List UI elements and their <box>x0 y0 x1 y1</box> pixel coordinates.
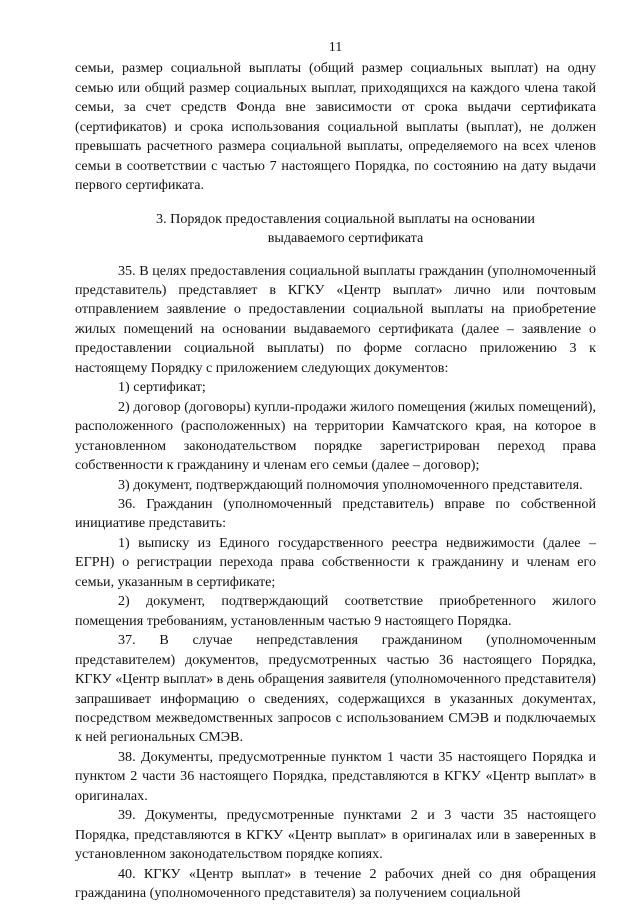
paragraph-40: 40. КГКУ «Центр выплат» в течение 2 рабочих дней со дня обращения гражданина (уполномоченного представителя) за получением социальной <box>75 865 596 902</box>
intro-paragraph: семьи, размер социальной выплаты (общий размер социальных выплат) на одну семью или общий размер социальных выплат, приходящихся на каждого члена такой семьи, за счет средств Фонда вне зависимости от срока выдачи сертификата (сертификатов) и срока использования социальной выплаты (выплат), не должен превышать расчетного размера социальной выплаты, определяемого на всех членов семьи в соответствии с частью 7 настоящего Порядка, по состоянию на дату выдачи первого сертификата. <box>75 60 596 194</box>
paragraph-36: 36. Гражданин (уполномоченный представитель) вправе по собственной инициативе представить: <box>75 495 596 532</box>
paragraph-35: 35. В целях предоставления социальной выплаты гражданин (уполномоченный представитель) представляет в КГКУ «Центр выплат» лично или почтовым отправлением заявление о предоставлении социальной выплаты на приобретение жилых помещений на основании выдаваемого сертификата (далее – заявление о предоставлении социальной выплаты) по форме согласно приложению 3 к настоящему Порядку с приложением следующих документов: <box>75 262 596 376</box>
paragraph-36-item-1: 1) выписку из Единого государственного реестра недвижимости (далее – ЕГРН) о регистрации перехода права собственности к гражданину и членам его семьи, указанным в сертификате; <box>75 534 596 590</box>
paragraph-35-item-1: 1) сертификат; <box>118 379 206 396</box>
paragraph-35-item-3: 3) документ, подтверждающий полномочия уполномоченного представителя. <box>118 476 583 493</box>
paragraph-37: 37. В случае непредставления гражданином (уполномоченным представителем) документов, предусмотренных частью 36 настоящего Порядка, КГКУ «Центр выплат» в день обращения заявителя (уполномоченного представителя) запрашивает информацию о сведениях, содержащихся в указанных документах, посредством межведомственных запросов с использованием СМЭВ и подключаемых к ней региональных СМЭВ. <box>75 632 596 746</box>
paragraph-35-item-2: 2) договор (договоры) купли-продажи жилого помещения (жилых помещений), расположенного (расположенных) на территории Камчатского края, на которое в установленном законодательством порядке зарегистрирован переход права собственности к гражданину и членам его семьи (далее – договор); <box>75 398 596 474</box>
paragraph-39: 39. Документы, предусмотренные пунктами 2 и 3 части 35 настоящего Порядка, представляются в КГКУ «Центр выплат» в оригиналах или в заверенных в установленном законодательством порядке копиях. <box>75 807 596 863</box>
paragraph-38: 38. Документы, предусмотренные пунктом 1 части 35 настоящего Порядка и пунктом 2 части 36 настоящего Порядка, представляются в КГКУ «Центр выплат» в оригиналах. <box>75 748 596 804</box>
paragraph-36-item-2: 2) документ, подтверждающий соответствие приобретенного жилого помещения требованиям, установленным частью 9 настоящего Порядка. <box>75 593 596 629</box>
page-number: 11 <box>328 39 343 55</box>
section-heading <box>75 210 596 249</box>
section-heading-line-1: 3. Порядок предоставления социальной выплаты на основании <box>156 210 535 227</box>
section-heading-line-2: выдаваемого сертификата <box>267 230 424 247</box>
